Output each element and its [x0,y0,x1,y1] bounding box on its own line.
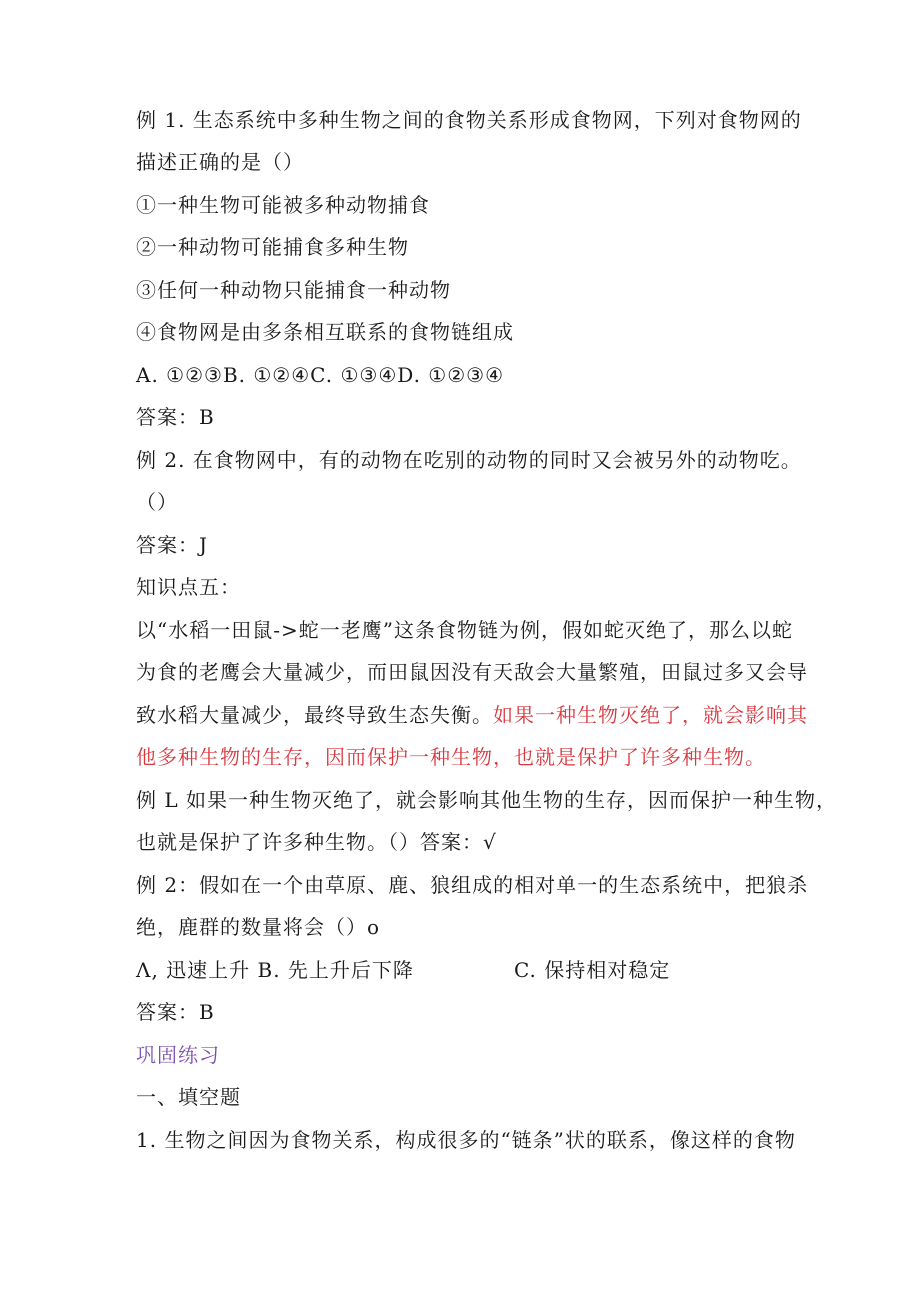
knowledge-point-5-line-3-text: 致水稻大量减少，最终导致生态失衡。 [136,703,493,727]
example-1-option-3: ③任何一种动物只能捕食一种动物 [136,278,451,302]
example-2b-question-line-1: 例 2：假如在一个由草原、鹿、狼组成的相对单一的生态系统中，把狼杀 [136,873,809,897]
practice-title: 巩固练习 [136,1043,220,1067]
example-l-question-line-2: 也就是保护了许多种生物。（）答案：√ [136,830,497,854]
example-2b-question-line-2: 绝，鹿群的数量将会（）o [136,915,381,939]
fill-in-blank-question-1: 1. 生物之间因为食物关系，构成很多的“链条”状的联系，像这样的食物 [136,1128,796,1152]
example-2-answer: 答案：J [136,533,209,557]
fill-in-blank-section-heading: 一、填空题 [136,1085,241,1109]
example-2b-answer: 答案：B [136,1000,215,1024]
knowledge-point-5-line-2: 为食的老鹰会大量减少，而田鼠因没有天敌会大量繁殖，田鼠过多又会导 [136,660,808,684]
knowledge-point-5-highlight-2: 他多种生物的生存，因而保护一种生物，也就是保护了许多种生物。 [136,745,766,769]
example-2b-choices [136,956,670,984]
example-1-question-line-1: 例 1. 生态系统中多种生物之间的食物关系形成食物网，下列对食物网的 [136,108,802,132]
example-1-choices: A. ①②③B. ①②④C. ①③④D. ①②③④ [136,363,504,387]
knowledge-point-5-heading: 知识点五： [136,575,241,599]
example-1-option-1: ①一种生物可能被多种动物捕食 [136,193,430,217]
example-2b-choice-ab: Λ, 迅速上升 B. 先上升后下降 [136,958,414,982]
example-1-answer: 答案：B [136,405,215,429]
example-1-option-4: ④食物网是由多条相互联系的食物链组成 [136,320,514,344]
knowledge-point-5-line-1: 以“水稻一田鼠->蛇一老鹰”这条食物链为例，假如蛇灭绝了，那么以蛇 [136,618,793,642]
knowledge-point-5-line-3 [136,701,808,729]
knowledge-point-5-highlight-1: 如果一种生物灭绝了，就会影响其 [493,703,808,727]
example-l-question-line-1: 例 L 如果一种生物灭绝了，就会影响其他生物的生存，因而保护一种生物， [136,788,837,812]
example-1-option-2: ②一种动物可能捕食多种生物 [136,235,409,259]
example-2-question-line-2: （） [136,490,178,514]
example-2b-choice-c: C. 保持相对稳定 [513,958,671,982]
example-2-question-line-1: 例 2. 在食物网中，有的动物在吃别的动物的同时又会被另外的动物吃。 [136,448,802,472]
example-1-question-line-2: 描述正确的是（） [136,150,304,174]
